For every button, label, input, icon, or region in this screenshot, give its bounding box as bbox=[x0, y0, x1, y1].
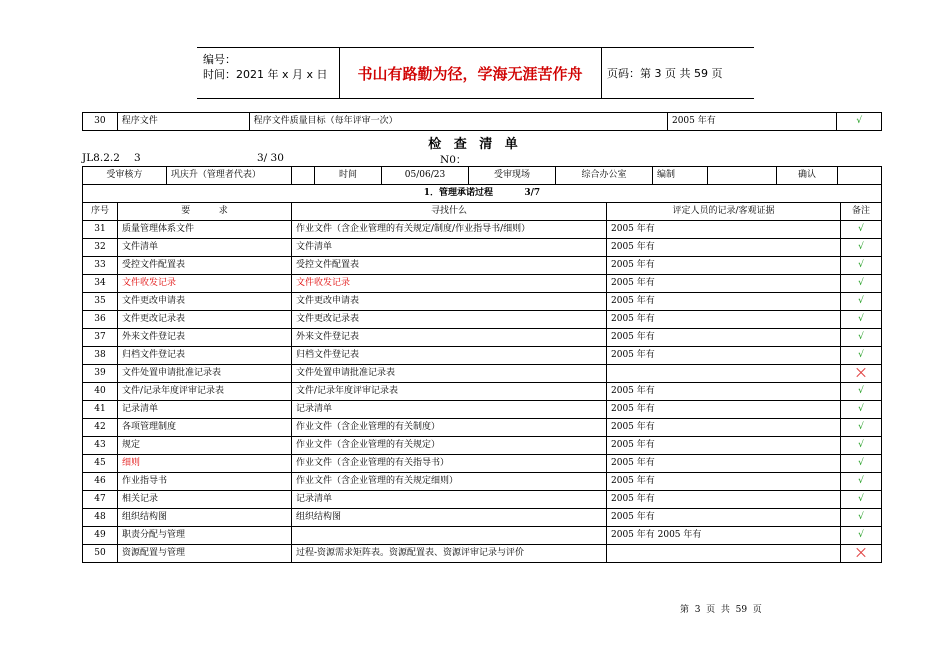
row-requirement: 文件更改申请表 bbox=[118, 293, 292, 311]
table-row bbox=[83, 383, 882, 401]
time-line: 时间：2021 年 x 月 x 日 bbox=[203, 68, 328, 81]
header-info-cell bbox=[197, 48, 340, 98]
table-row bbox=[83, 509, 882, 527]
row-no: 32 bbox=[83, 239, 118, 257]
row-evidence: 2005 年有 bbox=[607, 419, 841, 437]
col-requirement: 要 求 bbox=[118, 203, 292, 221]
row-no: 41 bbox=[83, 401, 118, 419]
row-seek: 归档文件登记表 bbox=[292, 347, 607, 365]
row-requirement: 记录清单 bbox=[118, 401, 292, 419]
row-check-mark: √ bbox=[841, 509, 882, 527]
row-seek: 过程-资源需求矩阵表。资源配置表、资源评审记录与评价 bbox=[292, 545, 607, 563]
audit-party-label: 受审核方 bbox=[83, 167, 166, 184]
row-check-mark: √ bbox=[841, 275, 882, 293]
row-check-mark: √ bbox=[841, 401, 882, 419]
row-evidence: 2005 年有 bbox=[607, 509, 841, 527]
row-requirement: 规定 bbox=[118, 437, 292, 455]
row-check-mark: √ bbox=[841, 311, 882, 329]
cross-mark-icon bbox=[856, 368, 866, 378]
col-no: 序号 bbox=[83, 203, 118, 221]
row-check-mark: √ bbox=[841, 491, 882, 509]
row-seek bbox=[292, 527, 607, 545]
author-value[interactable] bbox=[708, 167, 777, 184]
table-row bbox=[83, 419, 882, 437]
row-evidence: 2005 年有 bbox=[607, 347, 841, 365]
row-no: 46 bbox=[83, 473, 118, 491]
site-value: 综合办公室 bbox=[556, 167, 653, 184]
checklist-rows bbox=[83, 221, 882, 563]
row-requirement: 文件清单 bbox=[118, 239, 292, 257]
confirm-label: 确认 bbox=[777, 167, 838, 184]
row-seek: 记录清单 bbox=[292, 491, 607, 509]
table-row bbox=[83, 311, 882, 329]
author-label: 编制 bbox=[653, 167, 708, 184]
table-row bbox=[83, 329, 882, 347]
row-check-mark: √ bbox=[841, 329, 882, 347]
row-requirement: 文件/记录年度评审记录表 bbox=[118, 383, 292, 401]
row-evidence: 2005 年有 bbox=[607, 293, 841, 311]
row-check-mark bbox=[841, 365, 882, 383]
row-seek: 受控文件配置表 bbox=[292, 257, 607, 275]
row-check-mark: √ bbox=[841, 293, 882, 311]
row-check-mark: √ bbox=[837, 113, 882, 131]
row-no: 38 bbox=[83, 347, 118, 365]
row-check-mark: √ bbox=[841, 257, 882, 275]
row-check-mark: √ bbox=[841, 437, 882, 455]
col-remark: 备注 bbox=[841, 203, 882, 221]
row-requirement: 程序文件 bbox=[117, 113, 249, 131]
row-no: 33 bbox=[83, 257, 118, 275]
row-evidence: 2005 年有 bbox=[607, 221, 841, 239]
table-row bbox=[83, 293, 882, 311]
row-no: 45 bbox=[83, 455, 118, 473]
time-label: 时间 bbox=[315, 167, 382, 184]
row-seek: 外来文件登记表 bbox=[292, 329, 607, 347]
form-fraction: 3/ 30 bbox=[257, 152, 284, 164]
table-row bbox=[83, 491, 882, 509]
row-no: 49 bbox=[83, 527, 118, 545]
row-requirement: 文件收发记录 bbox=[118, 275, 292, 293]
row-check-mark: √ bbox=[841, 473, 882, 491]
section-title: 1．管理承诺过程 3/7 bbox=[83, 185, 882, 203]
table-row bbox=[83, 401, 882, 419]
table-row bbox=[83, 545, 882, 563]
row-requirement: 资源配置与管理 bbox=[118, 545, 292, 563]
page-number-cell bbox=[601, 48, 754, 98]
row-seek: 组织结构图 bbox=[292, 509, 607, 527]
row-check-mark: √ bbox=[841, 383, 882, 401]
row-no: 34 bbox=[83, 275, 118, 293]
row-no: 30 bbox=[83, 113, 118, 131]
checklist-title: 检 查 清 单 bbox=[428, 137, 522, 152]
motto-cell bbox=[339, 48, 602, 98]
row-requirement: 文件更改记录表 bbox=[118, 311, 292, 329]
table-row bbox=[83, 437, 882, 455]
row-evidence: 2005 年有 bbox=[607, 455, 841, 473]
row-seek: 文件收发记录 bbox=[292, 275, 607, 293]
row-no: 47 bbox=[83, 491, 118, 509]
page-footer: 第 3 页 共 59 页 bbox=[680, 605, 762, 615]
row-check-mark: √ bbox=[841, 419, 882, 437]
page-number-label: 页码：第 3 页 共 59 页 bbox=[607, 67, 723, 80]
table-row bbox=[83, 239, 882, 257]
time-value: 05/06/23 bbox=[382, 167, 469, 184]
row-check-mark bbox=[841, 545, 882, 563]
row-evidence: 2005 年有 bbox=[607, 257, 841, 275]
row-seek: 程序文件质量目标（每年评审一次） bbox=[249, 113, 667, 131]
motto-text: 书山有路勤为径，学海无涯苦作舟 bbox=[357, 64, 583, 83]
row-requirement: 细则 bbox=[118, 455, 292, 473]
previous-row-table bbox=[82, 112, 882, 131]
row-seek: 作业文件（含企业管理的有关指导书） bbox=[292, 455, 607, 473]
audit-info-row bbox=[83, 167, 882, 185]
row-evidence: 2005 年有 bbox=[607, 239, 841, 257]
row-requirement: 质量管理体系文件 bbox=[118, 221, 292, 239]
row-no: 42 bbox=[83, 419, 118, 437]
row-no: 35 bbox=[83, 293, 118, 311]
audit-party-value: 巩庆升（管理者代表） bbox=[170, 170, 261, 180]
row-evidence: 2005 年有 bbox=[607, 383, 841, 401]
row-check-mark: √ bbox=[841, 239, 882, 257]
row-check-mark: √ bbox=[841, 527, 882, 545]
confirm-value[interactable] bbox=[838, 167, 882, 184]
row-requirement: 作业指导书 bbox=[118, 473, 292, 491]
site-label: 受审现场 bbox=[469, 167, 556, 184]
row-evidence: 2005 年有 bbox=[607, 401, 841, 419]
row-evidence: 2005 年有 2005 年有 bbox=[607, 527, 841, 545]
row-no: 37 bbox=[83, 329, 118, 347]
cross-mark-icon bbox=[856, 548, 866, 558]
row-seek: 记录清单 bbox=[292, 401, 607, 419]
row-seek: 作业文件（含企业管理的有关制度） bbox=[292, 419, 607, 437]
row-evidence: 2005 年有 bbox=[667, 113, 836, 131]
row-seek: 作业文件（含企业管理的有关规定细则） bbox=[292, 473, 607, 491]
row-seek: 文件清单 bbox=[292, 239, 607, 257]
table-row bbox=[83, 455, 882, 473]
row-evidence: 2005 年有 bbox=[607, 437, 841, 455]
row-seek: 作业文件（含企业管理的有关规定/制度/作业指导书/细则） bbox=[292, 221, 607, 239]
table-row bbox=[83, 257, 882, 275]
col-evidence: 评定人员的记录/客观证据 bbox=[607, 203, 841, 221]
row-seek: 文件更改申请表 bbox=[292, 293, 607, 311]
row-evidence: 2005 年有 bbox=[607, 491, 841, 509]
column-header-row bbox=[83, 203, 882, 221]
row-check-mark: √ bbox=[841, 455, 882, 473]
col-seek: 寻找什么 bbox=[292, 203, 607, 221]
row-requirement: 职责分配与管理 bbox=[118, 527, 292, 545]
row-evidence: 2005 年有 bbox=[607, 311, 841, 329]
form-code: JL8.2.2 bbox=[82, 152, 120, 164]
row-no: 31 bbox=[83, 221, 118, 239]
table-row bbox=[83, 275, 882, 293]
row-evidence bbox=[607, 365, 841, 383]
row-no: 48 bbox=[83, 509, 118, 527]
no-label: N0： bbox=[440, 154, 467, 166]
row-no: 36 bbox=[83, 311, 118, 329]
row-seek: 作业文件（含企业管理的有关规定） bbox=[292, 437, 607, 455]
row-requirement: 组织结构图 bbox=[118, 509, 292, 527]
number-label: 编号： bbox=[203, 53, 236, 66]
section-row bbox=[83, 185, 882, 203]
row-requirement: 归档文件登记表 bbox=[118, 347, 292, 365]
row-evidence: 2005 年有 bbox=[607, 329, 841, 347]
form-number: 3 bbox=[134, 152, 141, 164]
table-row bbox=[83, 365, 882, 383]
row-check-mark: √ bbox=[841, 347, 882, 365]
table-row bbox=[83, 473, 882, 491]
row-requirement: 受控文件配置表 bbox=[118, 257, 292, 275]
row-seek: 文件更改记录表 bbox=[292, 311, 607, 329]
row-check-mark: √ bbox=[841, 221, 882, 239]
checklist-table bbox=[82, 166, 882, 563]
row-evidence bbox=[607, 545, 841, 563]
row-no: 43 bbox=[83, 437, 118, 455]
row-seek: 文件/记录年度评审记录表 bbox=[292, 383, 607, 401]
row-requirement: 各项管理制度 bbox=[118, 419, 292, 437]
page-header bbox=[197, 47, 754, 99]
table-row bbox=[83, 113, 882, 131]
table-row bbox=[83, 347, 882, 365]
row-evidence: 2005 年有 bbox=[607, 473, 841, 491]
row-no: 39 bbox=[83, 365, 118, 383]
row-evidence: 2005 年有 bbox=[607, 275, 841, 293]
row-no: 40 bbox=[83, 383, 118, 401]
row-seek: 文件处置申请批准记录表 bbox=[292, 365, 607, 383]
row-requirement: 外来文件登记表 bbox=[118, 329, 292, 347]
row-requirement: 相关记录 bbox=[118, 491, 292, 509]
row-no: 50 bbox=[83, 545, 118, 563]
table-row bbox=[83, 527, 882, 545]
row-requirement: 文件处置申请批准记录表 bbox=[118, 365, 292, 383]
table-row bbox=[83, 221, 882, 239]
